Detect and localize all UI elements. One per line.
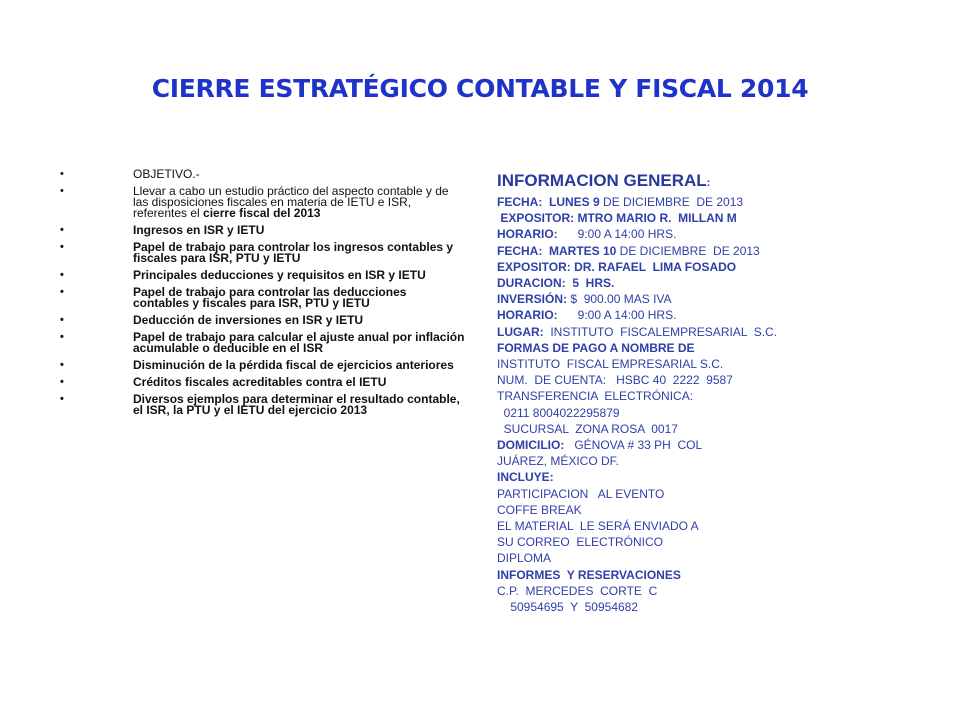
horario-1: HORARIO: 9:00 A 14:00 HRS. xyxy=(497,227,677,242)
list-item-inversiones: • Deducción de inversiones en ISR y IETU xyxy=(60,313,364,327)
bullet-icon: • xyxy=(60,314,64,326)
sucursal: SUCURSAL ZONA ROSA 0017 xyxy=(497,421,678,436)
list-item-creditos: • Créditos fiscales acreditables contra el IETU xyxy=(60,375,387,389)
incluye-item: PARTICIPACION AL EVENTO xyxy=(497,486,665,501)
fecha-1: FECHA: LUNES 9 DE DICIEMBRE DE 2013 xyxy=(497,195,744,209)
bullet-icon: • xyxy=(60,331,64,343)
list-item-objetivo: • OBJETIVO.- xyxy=(60,167,200,181)
ciudad: JUÁREZ, MÉXICO DF. xyxy=(497,454,620,469)
formas-de-pago: FORMAS DE PAGO A NOMBRE DE xyxy=(497,340,695,355)
general-info-panel xyxy=(497,170,917,615)
list-item-ingresos: • Ingresos en ISR y IETU xyxy=(60,223,265,237)
objectives-list xyxy=(60,169,465,416)
bullet-icon: • xyxy=(60,393,64,405)
bullet-icon: • xyxy=(60,241,64,253)
list-item-deducciones: • Principales deducciones y requisitos en ISR y IETU xyxy=(60,268,426,282)
lugar: LUGAR: INSTITUTO FISCALEMPRESARIAL S.C. xyxy=(497,324,778,339)
transferencia: TRANSFERENCIA ELECTRÓNICA: xyxy=(497,389,694,404)
informes-heading: INFORMES Y RESERVACIONES xyxy=(497,567,681,582)
bullet-icon: • xyxy=(60,185,64,197)
clabe: 0211 8004022295879 xyxy=(497,405,620,420)
objectives-list-panel xyxy=(60,169,465,422)
expositor-2: EXPOSITOR: DR. RAFAEL LIMA FOSADO xyxy=(497,259,737,274)
bullet-icon: • xyxy=(60,376,64,388)
inversion: INVERSIÓN: $ 900.00 MAS IVA xyxy=(497,292,672,307)
bullet-icon: • xyxy=(60,224,64,236)
incluye-item: SU CORREO ELECTRÓNICO xyxy=(497,535,664,550)
instituto-nombre: INSTITUTO FISCAL EMPRESARIAL S.C. xyxy=(497,357,724,372)
general-info-heading: INFORMACION GENERAL: xyxy=(497,171,711,190)
incluye-item: COFFE BREAK xyxy=(497,502,582,517)
expositor-1: EXPOSITOR: MTRO MARIO R. MILLAN M xyxy=(497,211,737,226)
incluye-item: DIPLOMA xyxy=(497,551,552,566)
duracion: DURACION: 5 HRS. xyxy=(497,276,615,291)
numero-de-cuenta: NUM. DE CUENTA: HSBC 40 2222 9587 xyxy=(497,373,733,388)
fecha-2: FECHA: MARTES 10 DE DICIEMBRE DE 2013 xyxy=(497,243,760,258)
list-item-ejemplos: • Diversos ejemplos para determinar el resultado contable, el ISR, la PTU y el IETU del ejercicio 2013 xyxy=(60,392,460,417)
page-title: CIERRE ESTRATÉGICO CONTABLE Y FISCAL 2014 xyxy=(151,74,809,103)
list-item-estudio: • Llevar a cabo un estudio práctico del aspecto contable y de las disposiciones fiscales en materia de IETU e ISR, referentes el cierre fiscal del 2013 xyxy=(60,184,449,220)
bullet-icon: • xyxy=(60,168,64,180)
telefonos: 50954695 Y 50954682 xyxy=(497,600,639,615)
horario-2: HORARIO: 9:00 A 14:00 HRS. xyxy=(497,308,677,323)
list-item-ajuste-anual: • Papel de trabajo para calcular el ajuste anual por inflación acumulable o deducible en el ISR xyxy=(60,330,465,355)
incluye-item: EL MATERIAL LE SERÁ ENVIADO A xyxy=(497,519,699,534)
domicilio: DOMICILIO: GÉNOVA # 33 PH COL xyxy=(497,438,703,453)
contacto: C.P. MERCEDES CORTE C xyxy=(497,583,658,598)
incluye-heading: INCLUYE: xyxy=(497,470,554,485)
list-item-perdida-fiscal: • Disminución de la pérdida fiscal de ejercicios anteriores xyxy=(60,358,454,372)
bullet-icon: • xyxy=(60,269,64,281)
bullet-icon: • xyxy=(60,359,64,371)
bullet-icon: • xyxy=(60,286,64,298)
list-item-papel-ingresos: • Papel de trabajo para controlar los ingresos contables y fiscales para ISR, PTU y IETU xyxy=(60,240,454,265)
list-item-papel-deducciones: • Papel de trabajo para controlar las deducciones contables y fiscales para ISR, PTU y IETU xyxy=(60,285,407,310)
